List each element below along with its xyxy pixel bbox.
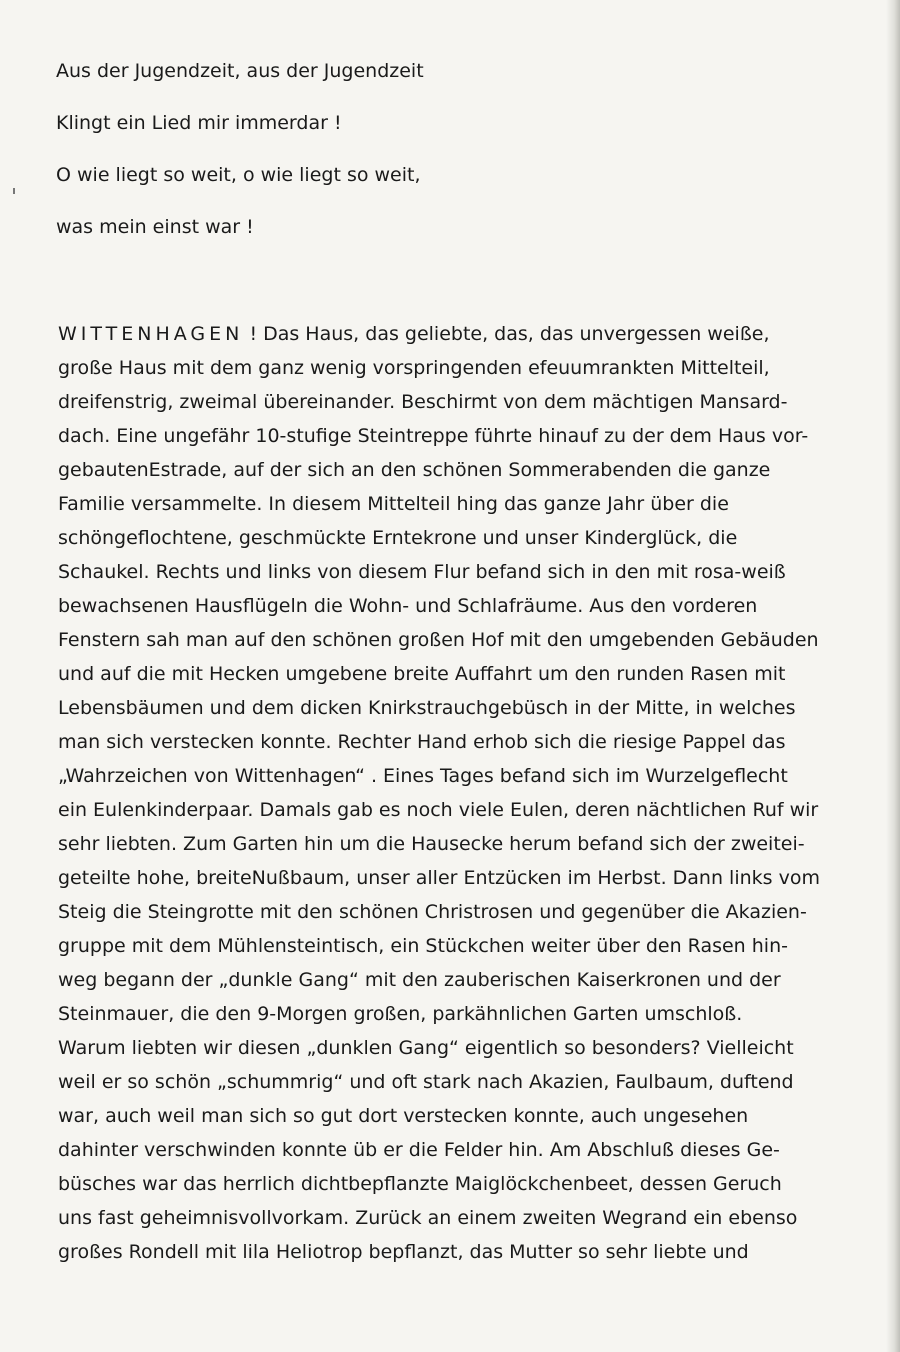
prose-line: sehr liebten. Zum Garten hin um die Hausecke herum befand sich der zweitei- xyxy=(58,833,805,855)
verse-block xyxy=(56,58,756,266)
verse-line-4: was mein einst war ! xyxy=(56,216,254,238)
prose-line: Steinmauer, die den 9-Morgen großen, parkähnlichen Garten umschloß. xyxy=(58,1003,743,1025)
prose-line: weil er so schön „schummrig“ und oft stark nach Akazien, Faulbaum, duftend xyxy=(58,1071,794,1093)
prose-line: weg begann der „dunkle Gang“ mit den zauberischen Kaiserkronen und der xyxy=(58,969,781,991)
prose-line: großes Rondell mit lila Heliotrop bepflanzt, das Mutter so sehr liebte und xyxy=(58,1241,749,1263)
prose-line: büsches war das herrlich dichtbepflanzte Maiglöckchenbeet, dessen Geruch xyxy=(58,1173,782,1195)
prose-line: war, auch weil man sich so gut dort verstecken konnte, auch ungesehen xyxy=(58,1105,749,1127)
prose-line-1-text: ! Das Haus, das geliebte, das, das unvergessen weiße, xyxy=(249,323,770,345)
prose-line: und auf die mit Hecken umgebene breite Auffahrt um den runden Rasen mit xyxy=(58,663,786,685)
verse-line-1: Aus der Jugendzeit, aus der Jugendzeit xyxy=(56,60,424,82)
prose-line: man sich verstecken konnte. Rechter Hand erhob sich die riesige Pappel das xyxy=(58,731,786,753)
verse-line-3: O wie liegt so weit, o wie liegt so weit, xyxy=(56,164,421,186)
prose-line: Steig die Steingrotte mit den schönen Christrosen und gegenüber die Akazien- xyxy=(58,901,807,923)
scan-speck xyxy=(13,188,15,194)
prose-line: ein Eulenkinderpaar. Damals gab es noch viele Eulen, deren nächtlichen Ruf wir xyxy=(58,799,819,821)
prose-line: dahinter verschwinden konnte üb er die Felder hin. Am Abschluß dieses Ge- xyxy=(58,1139,780,1161)
prose-line: große Haus mit dem ganz wenig vorspringenden efeuumrankten Mittelteil, xyxy=(58,357,770,379)
prose-line: bewachsenen Hausflügeln die Wohn- und Schlafräume. Aus den vorderen xyxy=(58,595,758,617)
prose-line: schöngeflochtene, geschmückte Erntekrone und unser Kinderglück, die xyxy=(58,527,738,549)
prose-line: dach. Eine ungefähr 10-stufige Steintreppe führte hinauf zu der dem Haus vor- xyxy=(58,425,809,447)
prose-line: Lebensbäumen und dem dicken Knirkstrauchgebüsch in der Mitte, in welches xyxy=(58,697,796,719)
prose-line: uns fast geheimnisvollvorkam. Zurück an einem zweiten Wegrand ein ebenso xyxy=(58,1207,798,1229)
prose-line: dreifenstrig, zweimal übereinander. Beschirmt von dem mächtigen Mansard- xyxy=(58,391,788,413)
prose-block xyxy=(58,317,848,1269)
prose-lead-word: WITTENHAGEN xyxy=(58,323,244,345)
prose-line: Familie versammelte. In diesem Mittelteil hing das ganze Jahr über die xyxy=(58,493,729,515)
prose-line: gruppe mit dem Mühlensteintisch, ein Stückchen weiter über den Rasen hin- xyxy=(58,935,788,957)
page-edge-shadow xyxy=(886,0,900,1352)
prose-line: Fenstern sah man auf den schönen großen Hof mit den umgebenden Gebäuden xyxy=(58,629,819,651)
prose-line-1 xyxy=(58,317,848,351)
prose-line: „Wahrzeichen von Wittenhagen“ . Eines Tages befand sich im Wurzelgeflecht xyxy=(58,765,788,787)
prose-line: gebautenEstrade, auf der sich an den schönen Sommerabenden die ganze xyxy=(58,459,771,481)
prose-line: geteilte hohe, breiteNußbaum, unser aller Entzücken im Herbst. Dann links vom xyxy=(58,867,820,889)
verse-line-2: Klingt ein Lied mir immerdar ! xyxy=(56,112,342,134)
prose-line: Warum liebten wir diesen „dunklen Gang“ eigentlich so besonders? Vielleicht xyxy=(58,1037,794,1059)
prose-line: Schaukel. Rechts und links von diesem Flur befand sich in den mit rosa-weiß xyxy=(58,561,786,583)
